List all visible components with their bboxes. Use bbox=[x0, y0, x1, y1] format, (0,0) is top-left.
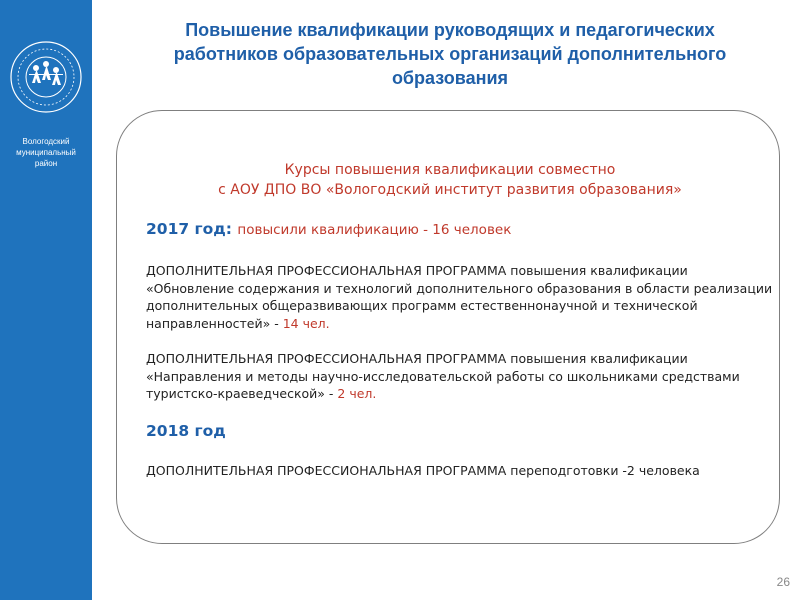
card-heading bbox=[130, 160, 770, 200]
card-heading-line2: с АОУ ДПО ВО «Вологодский институт развития образования» bbox=[218, 182, 682, 198]
year-2017-heading bbox=[146, 220, 511, 238]
children-circle-emblem-icon bbox=[9, 40, 83, 114]
program-1 bbox=[146, 262, 776, 332]
district-label: Вологодский муниципальный район bbox=[16, 137, 76, 168]
program-2 bbox=[146, 350, 776, 403]
slide-title: Повышение квалификации руководящих и педагогических работников образовательных организаций дополнительного образования bbox=[173, 20, 727, 88]
page-number: 26 bbox=[776, 575, 790, 589]
program-2-text: ДОПОЛНИТЕЛЬНАЯ ПРОФЕССИОНАЛЬНАЯ ПРОГРАММА повышения квалификации «Направления и методы научно-исследовательской работы со школьниками средствами туристско-краеведческой» - bbox=[146, 351, 740, 401]
year-2018-heading: 2018 год bbox=[146, 422, 226, 440]
program-3: ДОПОЛНИТЕЛЬНАЯ ПРОФЕССИОНАЛЬНАЯ ПРОГРАММА переподготовки -2 человека bbox=[146, 463, 700, 478]
program-1-count: 14 чел. bbox=[282, 315, 330, 331]
year-2017-note: повысили квалификацию - 16 человек bbox=[237, 222, 512, 238]
program-1-text: ДОПОЛНИТЕЛЬНАЯ ПРОФЕССИОНАЛЬНАЯ ПРОГРАММА повышения квалификации «Обновление содержания и технологий дополнительного образования в области реализации дополнительных общеразвивающих программ естественнонаучной и технической направленностей» - bbox=[146, 263, 773, 331]
year-2017-label: 2017 год: bbox=[146, 220, 232, 238]
card-heading-line1: Курсы повышения квалификации совместно bbox=[284, 162, 616, 178]
program-2-count: 2 чел. bbox=[337, 386, 377, 401]
sidebar bbox=[0, 0, 92, 600]
